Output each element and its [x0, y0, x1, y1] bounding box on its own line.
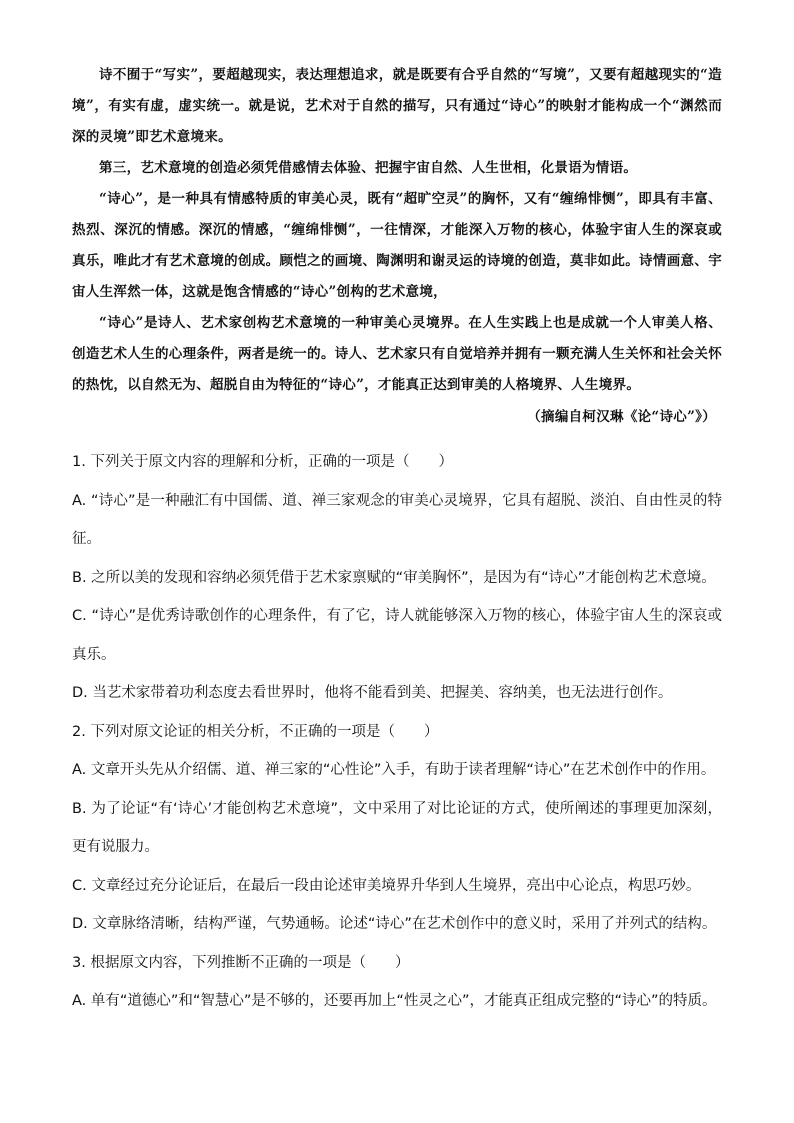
- passage-source: （摘编自柯汉琳《论“诗心”》）: [527, 409, 716, 425]
- passage-paragraph: 诗不囿于“写实”，要超越现实，表达理想追求，就是既要有合乎自然的“写境”，又要有超越现实的“造境”，有实有虚，虚实统一。就是说，艺术对于自然的描写，只有通过“诗心”的映射才能构成一个“渊然而深的灵境”即艺术意境来。: [72, 67, 722, 145]
- answer-option: B. 为了论证“有‘诗心’才能创构艺术意境”，文中采用了对比论证的方式，使所阐述的事理更加深刻，更有说服力。: [72, 800, 722, 855]
- answer-option: C. 文章经过充分论证后，在最后一段由论述审美境界升华到人生境界，亮出中心论点，构思巧妙。: [72, 877, 701, 894]
- answer-option: A. “诗心”是一种融汇有中国儒、道、禅三家观念的审美心灵境界，它具有超脱、淡泊、自由性灵的特征。: [72, 492, 722, 547]
- answer-option: D. 当艺术家带着功利态度去看世界时，他将不能看到美、把握美、容纳美，也无法进行创作。: [72, 685, 673, 701]
- question-stem: 1. 下列关于原文内容的理解和分析，正确的一项是（ ）: [72, 454, 453, 470]
- question-stem: 3. 根据原文内容，下列推断不正确的一项是（ ）: [72, 954, 410, 971]
- answer-option: D. 文章脉络清晰，结构严谨，气势通畅。论述“诗心”在艺术创作中的意义时，采用了并列式的结构。: [72, 916, 717, 932]
- answer-option: A. 文章开头先从介绍儒、道、禅三家的“心性论”入手，有助于读者理解“诗心”在艺术创作中的作用。: [72, 762, 716, 778]
- question-list: [72, 443, 722, 1021]
- question-stem: 2. 下列对原文论证的相关分析，不正确的一项是（ ）: [72, 723, 439, 740]
- reading-passage: [72, 60, 722, 433]
- answer-option: C. “诗心”是优秀诗歌创作的心理条件，有了它，诗人就能够深入万物的核心，体验宇宙人生的深哀或真乐。: [72, 608, 722, 663]
- passage-paragraph: “诗心”，是一种具有情感特质的审美心灵，既有“超旷空灵”的胸怀，又有“缠绵悱恻”，即具有丰富、热烈、深沉的情感。深沉的情感，“缠绵悱恻”，一往情深，才能深入万物的核心，体验宇宙人生的深哀或真乐，唯此才有艺术意境的创成。顾恺之的画境、陶渊明和谢灵运的诗境的创造，莫非如此。诗情画意、宇宙人生浑然一体，这就是饱含情感的“诗心”创构的艺术意境，: [72, 191, 722, 300]
- answer-option: B. 之所以美的发现和容纳必须凭借于艺术家禀赋的“审美胸怀”，是因为有“诗心”才能创构艺术意境。: [72, 569, 716, 586]
- passage-paragraph: “诗心”是诗人、艺术家创构艺术意境的一种审美心灵境界。在人生实践上也是成就一个人审美人格、创造艺术人生的心理条件，两者是统一的。诗人、艺术家只有自觉培养并拥有一颗充满人生关怀和社会关怀的热忱，以自然无为、超脱自由为特征的“诗心”，才能真正达到审美的人格境界、人生境界。: [72, 315, 722, 393]
- answer-option: A. 单有“道德心”和“智慧心”是不够的，还要再加上“性灵之心”，才能真正组成完整的“诗心”的特质。: [72, 993, 717, 1009]
- passage-paragraph: 第三，艺术意境的创造必须凭借感情去体验、把握宇宙自然、人生世相，化景语为情语。: [99, 160, 638, 176]
